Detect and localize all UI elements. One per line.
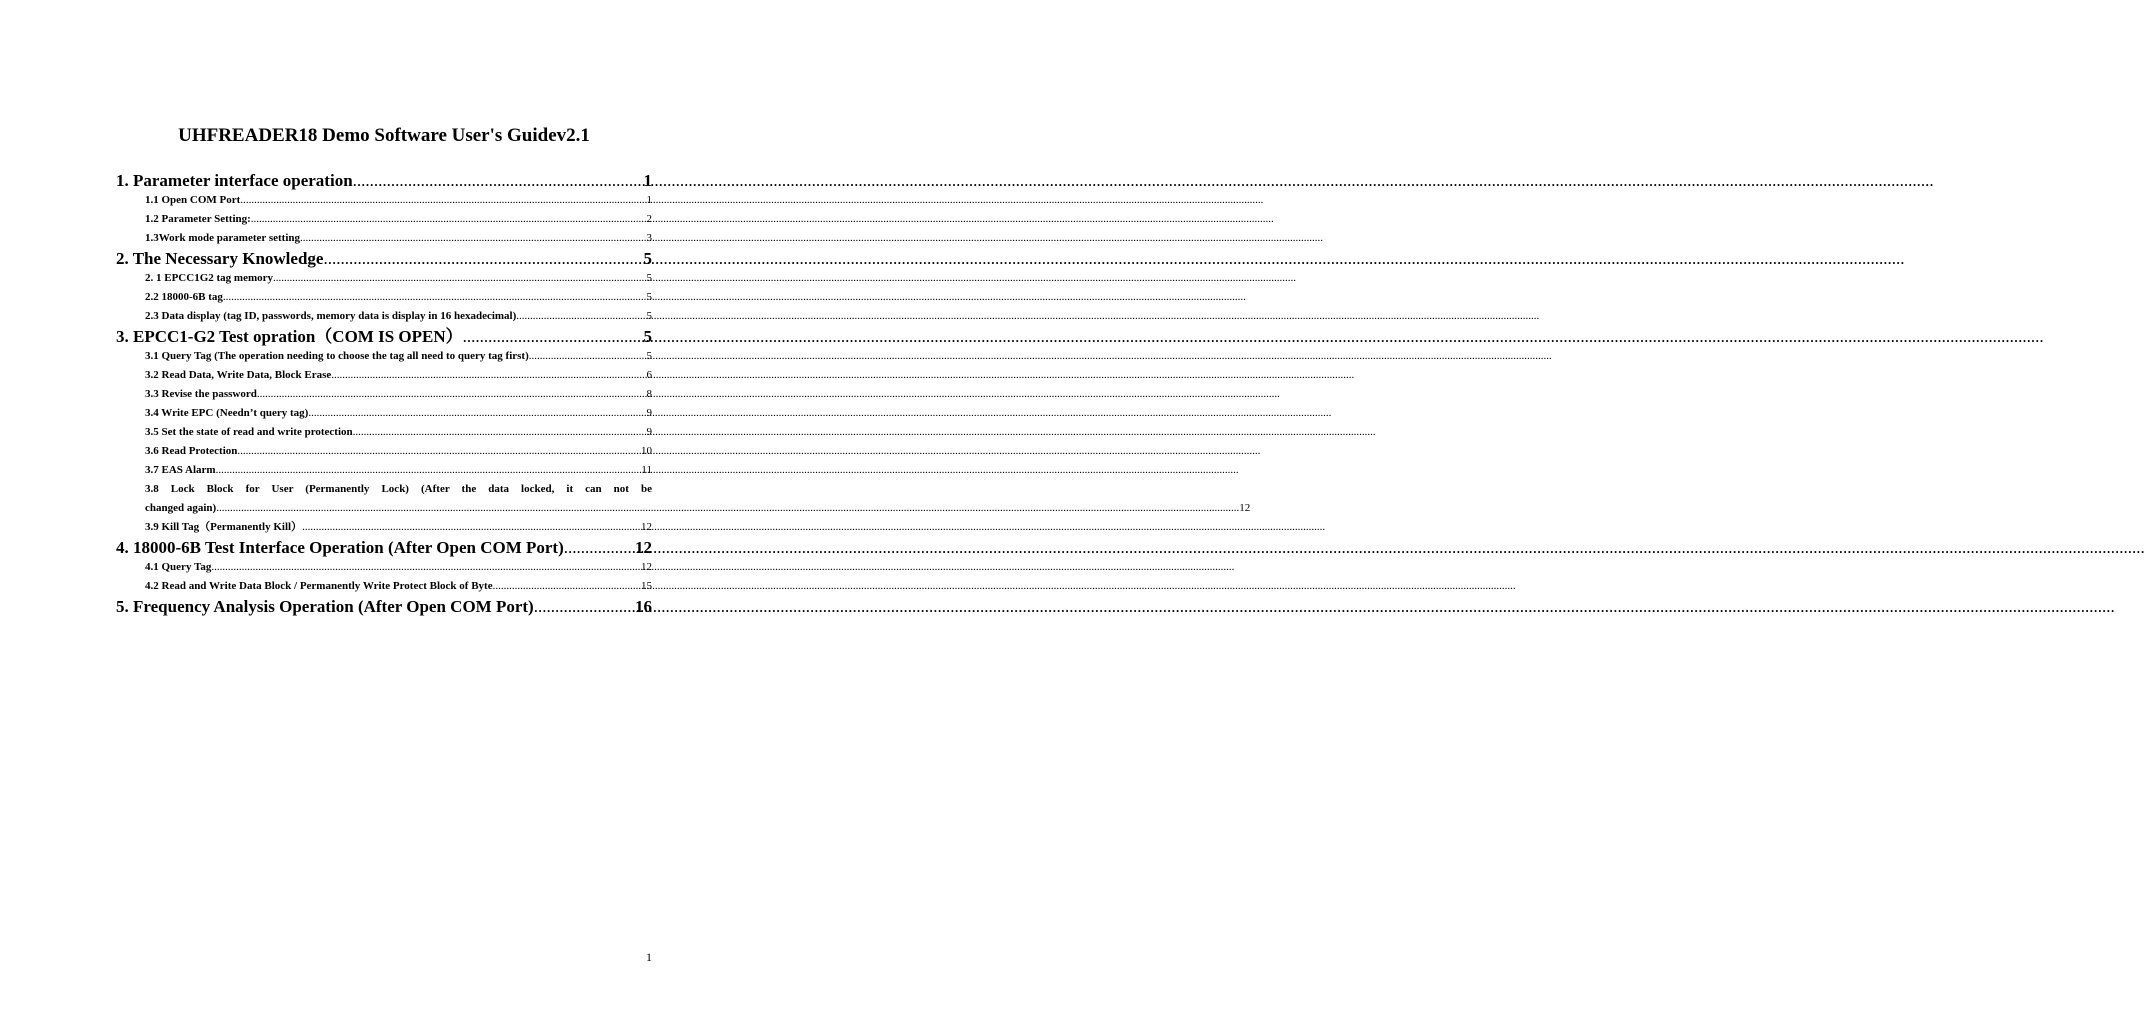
toc-dot-leader bbox=[257, 385, 647, 404]
toc-entry-label-line2: changed again) bbox=[145, 502, 217, 514]
toc-dot-leader bbox=[353, 170, 644, 191]
toc-dot-leader bbox=[300, 229, 647, 248]
toc-dot-leader bbox=[323, 248, 643, 269]
toc-dot-leader bbox=[463, 326, 644, 347]
document-title: UHFREADER18 Demo Software User's Guidev2.1 bbox=[178, 125, 590, 146]
toc-entry-page: 8 bbox=[646, 388, 652, 400]
toc-entry-page: 12 bbox=[641, 561, 652, 573]
toc-entry-3-1[interactable] bbox=[145, 347, 652, 366]
toc-dot-leader bbox=[240, 191, 646, 210]
toc-entry-page: 5 bbox=[646, 291, 652, 303]
toc-entry-page: 16 bbox=[635, 597, 652, 616]
toc-dot-leader bbox=[273, 269, 646, 288]
toc-dot-leader bbox=[302, 518, 641, 537]
toc-dot-leader bbox=[308, 404, 646, 423]
toc-dot-leader bbox=[216, 499, 1239, 518]
toc-entry-page: 12 bbox=[641, 521, 652, 533]
toc-entry-3-3[interactable] bbox=[145, 385, 652, 404]
toc-entry-label: 3.4 Write EPC (Needn’t query tag) bbox=[145, 407, 309, 419]
toc-entry-label: 2.2 18000-6B tag bbox=[145, 291, 223, 303]
toc-entry-page: 6 bbox=[646, 369, 652, 381]
toc-entry-label: 3.6 Read Protection bbox=[145, 445, 238, 457]
toc-entry-label: 1.2 Parameter Setting: bbox=[145, 213, 251, 225]
table-of-contents bbox=[116, 170, 1251, 617]
toc-entry-label: 2.3 Data display (tag ID, passwords, memory data is display in 16 hexadecimal) bbox=[145, 310, 517, 322]
toc-entry-3[interactable] bbox=[116, 326, 652, 347]
toc-entry-1-2[interactable] bbox=[145, 210, 652, 229]
toc-entry-label: 4. 18000-6B Test Interface Operation (After Open COM Port) bbox=[116, 538, 564, 557]
toc-entry-1[interactable] bbox=[116, 170, 652, 191]
toc-entry-page: 11 bbox=[641, 464, 652, 476]
toc-entry-label: 4.2 Read and Write Data Block / Permanently Write Protect Block of Byte bbox=[145, 580, 493, 592]
toc-entry-label: 1. Parameter interface operation bbox=[116, 171, 353, 190]
toc-dot-leader bbox=[237, 442, 641, 461]
toc-entry-2-1[interactable] bbox=[145, 269, 652, 288]
toc-entry-label: 2. 1 EPCC1G2 tag memory bbox=[145, 272, 274, 284]
toc-entry-1-1[interactable] bbox=[145, 191, 652, 210]
toc-entry-3-8[interactable] bbox=[145, 480, 1251, 518]
toc-entry-2-2[interactable] bbox=[145, 288, 652, 307]
toc-entry-page: 15 bbox=[641, 580, 652, 592]
toc-dot-leader bbox=[223, 288, 647, 307]
toc-dot-leader bbox=[534, 596, 635, 617]
toc-entry-4-1[interactable] bbox=[145, 558, 652, 577]
toc-entry-label: 2. The Necessary Knowledge bbox=[116, 249, 324, 268]
toc-dot-leader bbox=[211, 558, 641, 577]
toc-entry-label: 3.5 Set the state of read and write protection bbox=[145, 426, 353, 438]
toc-entry-page: 9 bbox=[646, 426, 652, 438]
toc-dot-leader bbox=[251, 210, 647, 229]
toc-dot-leader bbox=[529, 347, 647, 366]
toc-entry-page: 5 bbox=[646, 272, 652, 284]
toc-entry-3-6[interactable] bbox=[145, 442, 652, 461]
toc-dot-leader bbox=[564, 537, 635, 558]
toc-entry-label: 3.1 Query Tag (The operation needing to choose the tag all need to query tag first) bbox=[145, 350, 529, 362]
toc-entry-page: 1 bbox=[646, 194, 652, 206]
toc-entry-label: 1.1 Open COM Port bbox=[145, 194, 241, 206]
toc-entry-page: 5 bbox=[643, 327, 652, 346]
toc-entry-5[interactable] bbox=[116, 596, 652, 617]
toc-entry-page: 9 bbox=[646, 407, 652, 419]
toc-entry-label: 3.3 Revise the password bbox=[145, 388, 257, 400]
toc-entry-page: 3 bbox=[646, 232, 652, 244]
toc-entry-2[interactable] bbox=[116, 248, 652, 269]
toc-entry-page: 12 bbox=[635, 538, 652, 557]
toc-entry-label: 3.2 Read Data, Write Data, Block Erase bbox=[145, 369, 332, 381]
toc-entry-label: 3. EPCC1-G2 Test opration（COM IS OPEN） bbox=[116, 327, 463, 346]
toc-entry-page: 10 bbox=[641, 445, 652, 457]
toc-entry-label: 3.7 EAS Alarm bbox=[145, 464, 216, 476]
toc-entry-label: 5. Frequency Analysis Operation (After Open COM Port) bbox=[116, 597, 534, 616]
toc-entry-label: 4.1 Query Tag bbox=[145, 561, 212, 573]
toc-entry-4[interactable] bbox=[116, 537, 652, 558]
toc-entry-page: 5 bbox=[646, 310, 652, 322]
footer-page-number: 1 bbox=[646, 950, 652, 964]
toc-dot-leader bbox=[331, 366, 646, 385]
toc-entry-label-line1: 3.8 Lock Block for User (Permanently Lock) (After the data locked, it can not be bbox=[145, 483, 652, 495]
toc-entry-1-3[interactable] bbox=[145, 229, 652, 248]
toc-entry-page: 1 bbox=[643, 171, 652, 190]
toc-entry-2-3[interactable] bbox=[145, 307, 652, 326]
toc-entry-3-7[interactable] bbox=[145, 461, 652, 480]
toc-dot-leader bbox=[516, 307, 646, 326]
toc-dot-leader bbox=[216, 461, 642, 480]
toc-dot-leader bbox=[493, 577, 641, 596]
toc-entry-label: 1.3Work mode parameter setting bbox=[145, 232, 300, 244]
toc-entry-4-2[interactable] bbox=[145, 577, 652, 596]
toc-entry-3-9[interactable] bbox=[145, 518, 652, 537]
toc-entry-page: 5 bbox=[643, 249, 652, 268]
toc-entry-page: 5 bbox=[646, 350, 652, 362]
toc-dot-leader bbox=[353, 423, 647, 442]
toc-entry-page: 2 bbox=[646, 213, 652, 225]
toc-entry-label: 3.9 Kill Tag（Permanently Kill） bbox=[145, 521, 303, 533]
toc-entry-3-2[interactable] bbox=[145, 366, 652, 385]
toc-entry-3-5[interactable] bbox=[145, 423, 652, 442]
toc-entry-page: 12 bbox=[1239, 502, 1251, 514]
toc-entry-3-4[interactable] bbox=[145, 404, 652, 423]
